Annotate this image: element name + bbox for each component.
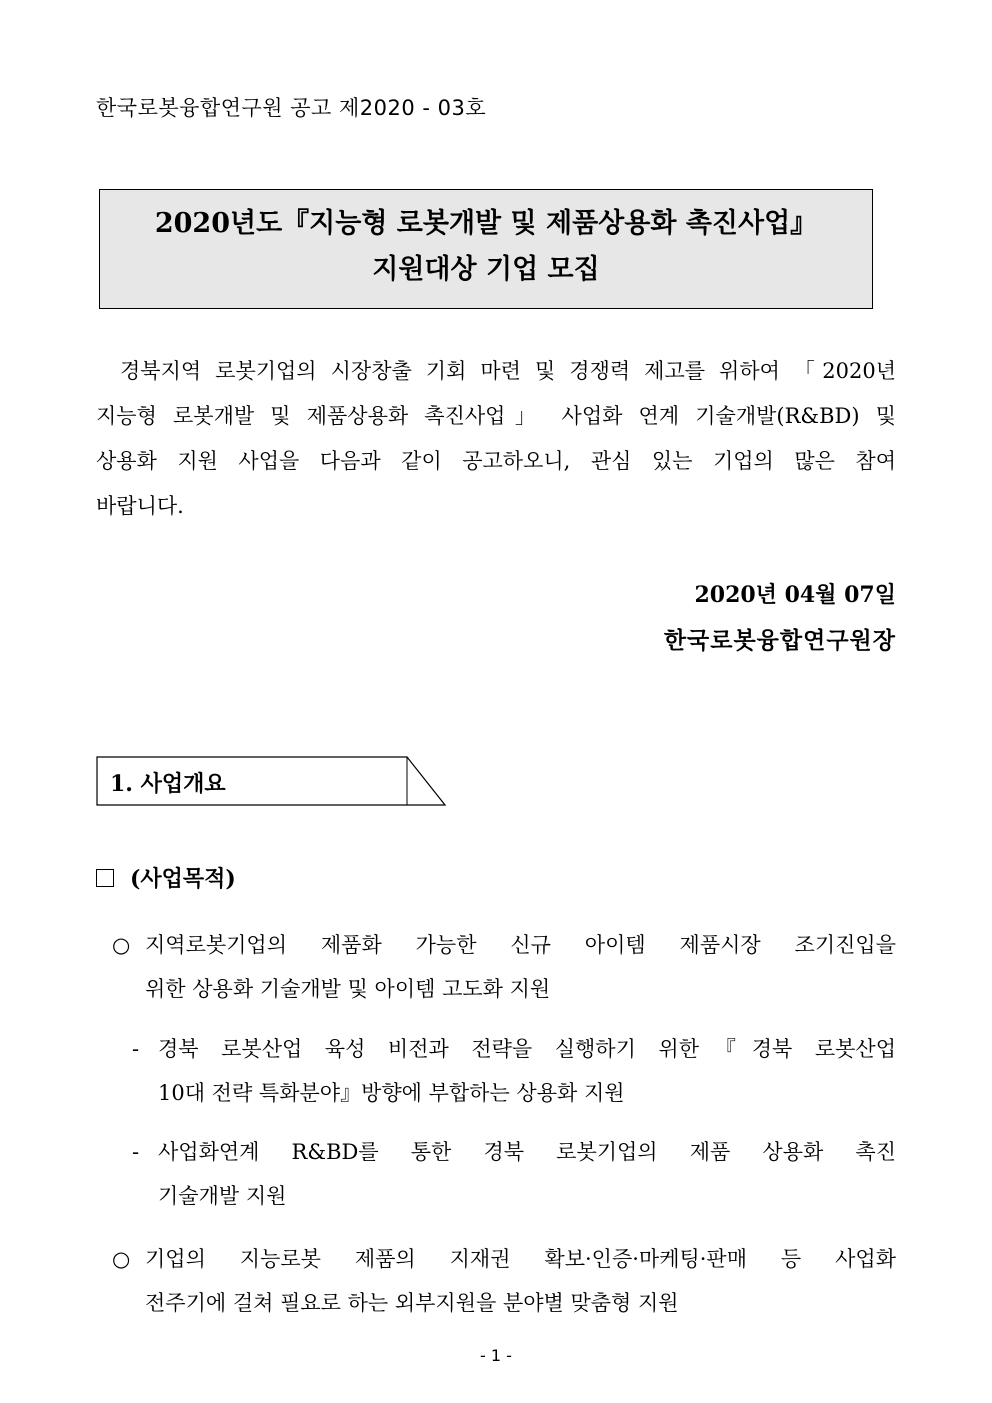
document-subtitle: 지원대상 기업 모집 [372,254,600,285]
intro-line: 경북지역 로봇기업의 시장창출 기회 마련 및 경쟁력 제고를 위하여 「2020년 [120,359,896,383]
intro-line: 상용화 지원 사업을 다음과 같이 공고하오니, 관심 있는 기업의 많은 참여 [96,449,896,473]
circle-bullet-icon: ○ [112,1247,131,1271]
page-number: - 1 - [480,1346,512,1365]
circle-bullet-icon: ○ [112,933,131,957]
purpose-label: (사업목적) [130,866,236,892]
bullet-line: 기술개발 지원 [158,1184,287,1208]
section-heading [96,756,446,806]
document-title: 2020년도『지능형 로봇개발 및 제품상용화 촉진사업』 [154,208,818,239]
intro-line: 지능형 로봇개발 및 제품상용화 촉진사업」 사업화 연계 기술개발(R&BD) 및 [96,404,896,428]
dash-bullet-icon: - [132,1140,140,1164]
bullet-line: 경북 로봇산업 육성 비전과 전략을 실행하기 위한『경북 로봇산업 [158,1037,896,1061]
bullet-line: 사업화연계 R&BD를 통한 경북 로봇기업의 제품 상용화 촉진 [158,1140,896,1164]
title-box [99,189,873,309]
bullet-line: 전주기에 걸쳐 필요로 하는 외부지원을 분야별 맞춤형 지원 [145,1291,679,1315]
section-title: 1. 사업개요 [110,771,226,797]
signer-name: 한국로봇융합연구원장 [663,627,896,654]
bullet-line: 위한 상용화 기술개발 및 아이템 고도화 지원 [145,977,551,1001]
purpose-heading [96,862,236,893]
notice-number: 한국로봇융합연구원 공고 제2020 - 03호 [96,96,487,120]
bullet-line: 기업의 지능로봇 제품의 지재권 확보·인증·마케팅·판매 등 사업화 [145,1247,896,1271]
intro-line: 바랍니다. [96,494,184,518]
checkbox-icon [96,869,114,887]
dash-bullet-icon: - [132,1037,140,1061]
notice-date: 2020년 04월 07일 [694,582,896,608]
bullet-line: 지역로봇기업의 제품화 가능한 신규 아이템 제품시장 조기진입을 [145,933,896,957]
intro-paragraph [96,349,896,529]
bullet-line: 10대 전략 특화분야』방향에 부합하는 상용화 지원 [158,1081,625,1105]
